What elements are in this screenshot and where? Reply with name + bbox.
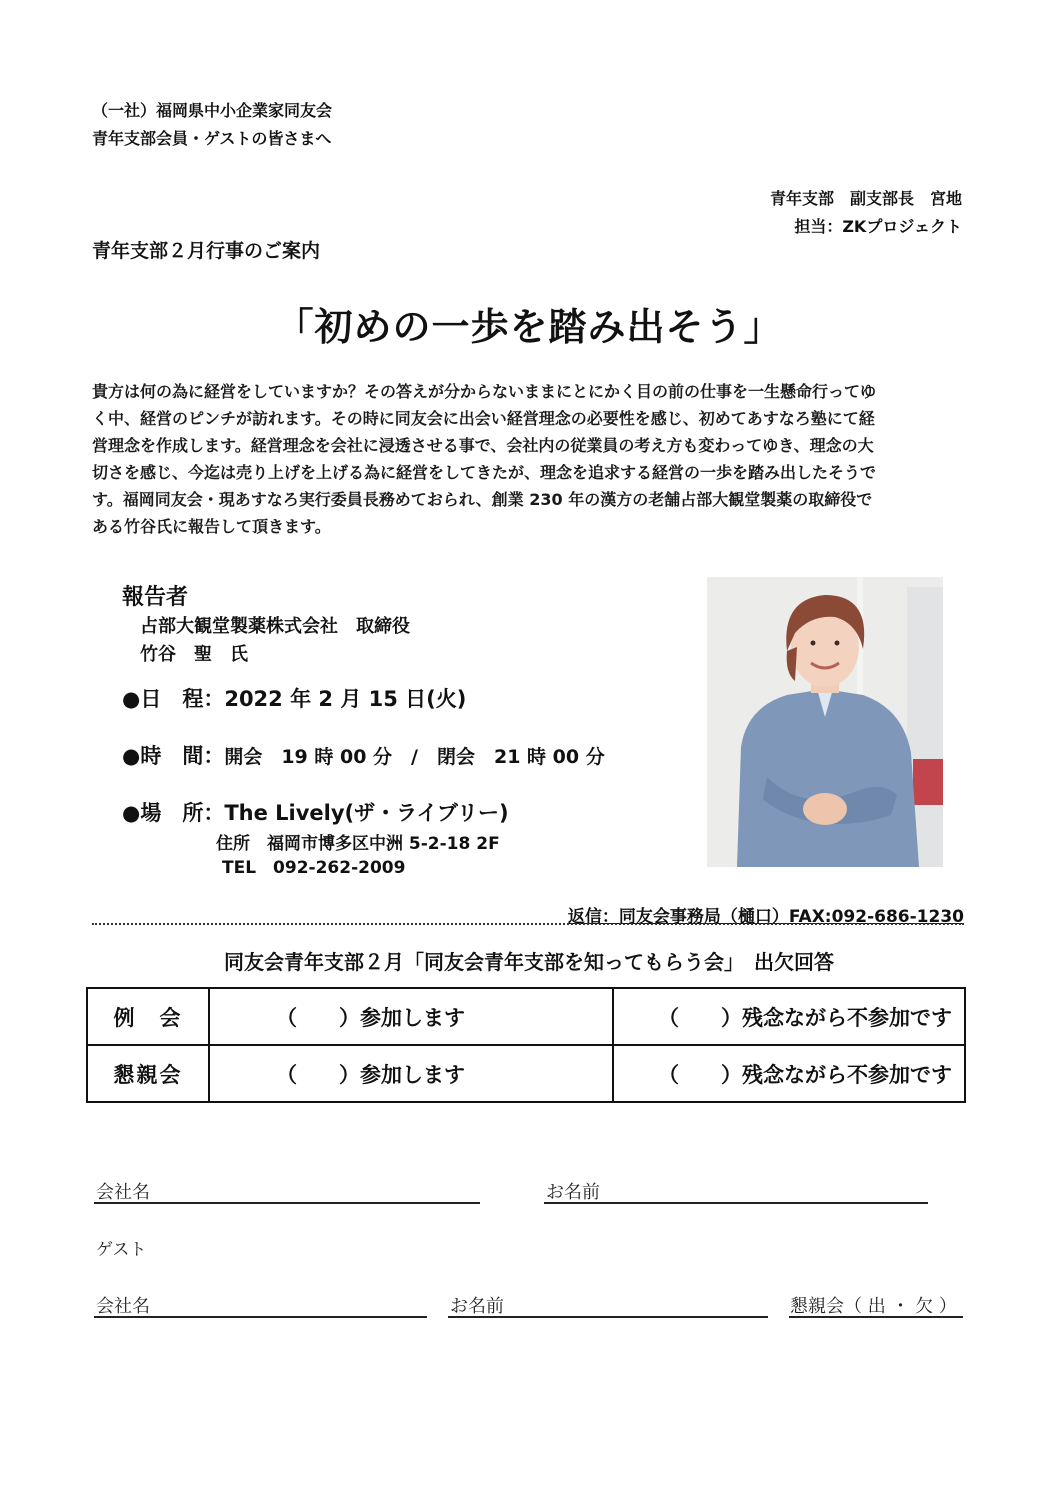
recipient-line: 青年支部会員・ゲストの皆さまへ xyxy=(92,129,332,148)
paragraph-line: す。福岡同友会・現あすなろ実行委員長務めておられ、創業 230 年の漢方の老舗占部大観堂製薬の取締役で xyxy=(92,490,873,509)
guest-party-underline xyxy=(789,1316,963,1318)
organization-line: （一社）福岡県中小企業家同友会 xyxy=(92,101,333,120)
reporter-heading: 報告者 xyxy=(122,585,189,610)
party-decline-option[interactable]: （ ）残念ながら不参加です xyxy=(613,1045,965,1102)
time-row xyxy=(122,740,605,770)
row-label-party: 懇親会 xyxy=(87,1045,209,1102)
place-value: The Lively(ザ・ライブリー) xyxy=(224,801,509,825)
rsvp-form-title: 同友会青年支部２月「同友会青年支部を知ってもらう会」 出欠回答 xyxy=(224,950,834,974)
company-field[interactable] xyxy=(94,1202,480,1204)
place-label: ●場 所： xyxy=(122,801,225,825)
table-row xyxy=(87,1045,965,1102)
place-row xyxy=(122,797,509,827)
name-field[interactable] xyxy=(544,1202,928,1204)
cut-line-divider xyxy=(92,923,964,925)
guest-name-field[interactable] xyxy=(448,1316,768,1318)
reporter-photo xyxy=(707,577,943,867)
sender-line: 青年支部 副支部長 宮地 xyxy=(769,189,962,208)
paragraph-line: 切さを感じ、今迄は売り上げを上げる為に経営をしてきたが、理念を追求する経営の一歩を踏み出したそうで xyxy=(92,463,877,482)
paragraph-line: く中、経営のピンチが訪れます。その時に同友会に出会い経営理念の必要性を感じ、初めてあすなろ塾にて経 xyxy=(92,409,875,428)
time-value: 開会 19 時 00 分 / 閉会 21 時 00 分 xyxy=(224,746,605,768)
guest-label: ゲスト xyxy=(96,1240,147,1260)
guest-party-attendance[interactable]: 懇親会（ 出 ・ 欠 ） xyxy=(790,1296,957,1317)
company-field-label: 会社名 xyxy=(96,1182,150,1203)
meeting-attend-option[interactable]: （ ）参加します xyxy=(209,988,613,1045)
address-line: 住所 福岡市博多区中洲 5-2-18 2F xyxy=(216,834,500,854)
name-field-label: お名前 xyxy=(546,1182,600,1203)
row-label-meeting: 例 会 xyxy=(87,988,209,1045)
guest-company-field-label: 会社名 xyxy=(96,1296,150,1317)
reporter-photo-image xyxy=(707,577,943,867)
reporter-company-role: 占部大観堂製薬株式会社 取締役 xyxy=(140,616,410,637)
paragraph-line: 営理念を作成します。経営理念を会社に浸透させる事で、会社内の従業員の考え方も変わってゆき、理念の大 xyxy=(92,436,874,455)
paragraph-line: ある竹谷氏に報告して頂きます。 xyxy=(92,517,331,536)
guest-company-field[interactable] xyxy=(94,1316,427,1318)
date-label: ●日 程： xyxy=(122,687,225,711)
meeting-decline-option[interactable]: （ ）残念ながら不参加です xyxy=(613,988,965,1045)
time-label: ●時 間： xyxy=(122,744,225,768)
guest-name-field-label: お名前 xyxy=(450,1296,504,1317)
rsvp-table xyxy=(86,987,966,1103)
date-value: 2022 年 2 月 15 日(火) xyxy=(224,687,467,711)
reporter-name: 竹谷 聖 氏 xyxy=(140,644,248,665)
date-row xyxy=(122,683,466,713)
party-attend-option[interactable]: （ ）参加します xyxy=(209,1045,613,1102)
event-heading: 青年支部２月行事のご案内 xyxy=(92,240,321,262)
intro-paragraph xyxy=(92,378,972,540)
tel-line: TEL 092-262-2009 xyxy=(222,858,406,878)
reply-fax-line: 返信：同友会事務局（樋口）FAX:092-686-1230 xyxy=(567,907,964,927)
paragraph-line: 貴方は何の為に経営をしていますか？その答えが分からないままにとにかく目の前の仕事を一生懸命行ってゆ xyxy=(92,382,877,401)
contact-line: 担当：ZKプロジェクト xyxy=(794,217,962,236)
page-title: 「初めの一歩を踏み出そう」 xyxy=(275,305,783,349)
table-row xyxy=(87,988,965,1045)
